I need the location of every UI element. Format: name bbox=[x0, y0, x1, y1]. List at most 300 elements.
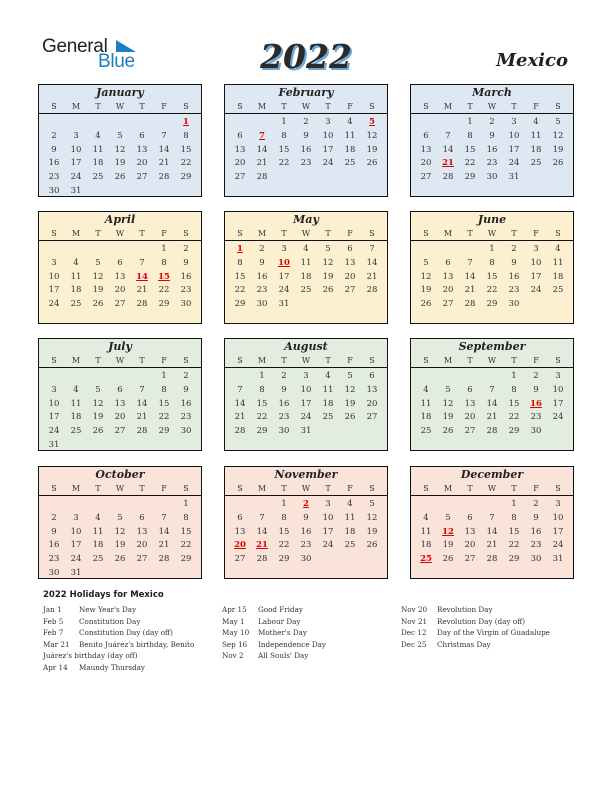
day: 5 bbox=[445, 512, 451, 523]
empty-day bbox=[481, 370, 503, 384]
week-row bbox=[415, 498, 569, 512]
day: 8 bbox=[183, 130, 189, 141]
day: 8 bbox=[489, 257, 495, 268]
week-row bbox=[415, 171, 569, 185]
day: 19 bbox=[366, 526, 378, 537]
holiday-item bbox=[401, 616, 550, 628]
day: 22 bbox=[158, 412, 170, 423]
weekday-label: S bbox=[183, 484, 189, 493]
week-row bbox=[229, 243, 383, 257]
empty-day bbox=[131, 185, 153, 199]
weekday-label: T bbox=[95, 229, 101, 238]
day: 30 bbox=[256, 299, 268, 310]
weekday-label: M bbox=[71, 356, 81, 365]
empty-day bbox=[295, 171, 317, 185]
empty-day bbox=[547, 298, 569, 312]
day: 9 bbox=[533, 512, 539, 523]
empty-day bbox=[459, 370, 481, 384]
weekday-label: S bbox=[51, 102, 57, 111]
empty-day bbox=[437, 116, 459, 130]
holiday-day: 1 bbox=[237, 244, 243, 254]
day: 1 bbox=[489, 244, 495, 254]
week-row bbox=[43, 539, 197, 553]
month-name: June bbox=[477, 213, 507, 226]
day: 18 bbox=[322, 398, 334, 409]
weekday-label: W bbox=[487, 102, 497, 111]
day: 18 bbox=[92, 540, 104, 551]
holiday-item bbox=[222, 604, 326, 616]
holiday-date: Mar 21 bbox=[43, 639, 70, 649]
month-name: January bbox=[96, 86, 144, 99]
day: 2 bbox=[511, 244, 517, 254]
day: 21 bbox=[234, 412, 246, 423]
day: 24 bbox=[322, 540, 334, 551]
day: 8 bbox=[183, 512, 189, 523]
weekday-label: T bbox=[467, 356, 473, 365]
day: 30 bbox=[530, 426, 542, 437]
day: 26 bbox=[344, 412, 356, 423]
day: 22 bbox=[256, 412, 268, 423]
day: 14 bbox=[158, 526, 170, 537]
day: 10 bbox=[552, 512, 564, 523]
week-row bbox=[229, 370, 383, 384]
holiday-list-title: 2022 Holidays for Mexico bbox=[43, 590, 164, 600]
day: 15 bbox=[234, 271, 246, 282]
day: 20 bbox=[114, 412, 126, 423]
weekday-label: F bbox=[533, 484, 539, 493]
day: 13 bbox=[114, 398, 126, 409]
holiday-item bbox=[43, 639, 194, 651]
day: 22 bbox=[486, 285, 498, 296]
day: 23 bbox=[508, 285, 520, 296]
day: 7 bbox=[489, 384, 495, 395]
day: 29 bbox=[158, 426, 170, 437]
weekday-label: F bbox=[533, 356, 539, 365]
day: 12 bbox=[114, 144, 126, 155]
day: 12 bbox=[92, 271, 104, 282]
day: 25 bbox=[530, 158, 542, 169]
day: 20 bbox=[442, 285, 454, 296]
day: 3 bbox=[511, 117, 517, 127]
day: 30 bbox=[300, 554, 312, 565]
day: 25 bbox=[420, 426, 432, 437]
empty-day bbox=[87, 243, 109, 257]
week-row bbox=[415, 271, 569, 285]
weekday-label: F bbox=[161, 229, 167, 238]
weekday-label: T bbox=[325, 484, 331, 493]
day: 12 bbox=[322, 257, 334, 268]
day: 18 bbox=[344, 526, 356, 537]
week-row bbox=[43, 116, 197, 130]
day: 7 bbox=[489, 512, 495, 523]
holiday-item bbox=[43, 650, 194, 662]
weekday-label: T bbox=[511, 102, 517, 111]
day: 1 bbox=[259, 371, 265, 381]
week-row bbox=[229, 298, 383, 312]
empty-day bbox=[131, 498, 153, 512]
empty-day bbox=[65, 439, 87, 453]
holiday-name: Revolution Day (day off) bbox=[437, 616, 526, 626]
day: 31 bbox=[552, 554, 564, 565]
day: 5 bbox=[369, 499, 375, 509]
weekday-header bbox=[39, 354, 201, 368]
day-grid bbox=[225, 114, 387, 185]
day: 26 bbox=[366, 540, 378, 551]
week-row bbox=[415, 411, 569, 425]
holiday-day: 7 bbox=[259, 130, 265, 141]
day: 26 bbox=[366, 158, 378, 169]
day: 5 bbox=[347, 371, 353, 381]
month-name: September bbox=[458, 340, 526, 353]
weekday-label: F bbox=[347, 102, 353, 111]
holiday-name: New Year's Day bbox=[79, 605, 137, 614]
weekday-label: S bbox=[423, 484, 429, 493]
weekday-header bbox=[39, 100, 201, 114]
week-row bbox=[229, 498, 383, 512]
week-row bbox=[43, 567, 197, 581]
holiday-item bbox=[401, 627, 550, 639]
month-july bbox=[38, 338, 202, 451]
empty-day bbox=[109, 567, 131, 581]
day: 9 bbox=[259, 257, 265, 268]
day: 16 bbox=[278, 398, 290, 409]
day: 19 bbox=[114, 540, 126, 551]
day: 4 bbox=[73, 384, 79, 395]
day-grid bbox=[39, 114, 201, 199]
day: 31 bbox=[70, 567, 82, 578]
day: 23 bbox=[48, 172, 60, 183]
day: 2 bbox=[183, 371, 189, 381]
day: 26 bbox=[322, 285, 334, 296]
day: 5 bbox=[325, 244, 331, 254]
day: 25 bbox=[322, 412, 334, 423]
month-november bbox=[224, 466, 388, 579]
month-december bbox=[410, 466, 574, 579]
day: 6 bbox=[117, 384, 123, 395]
weekday-header bbox=[225, 100, 387, 114]
empty-day bbox=[131, 370, 153, 384]
empty-day bbox=[87, 567, 109, 581]
day: 9 bbox=[183, 257, 189, 268]
day-grid bbox=[411, 496, 573, 567]
empty-day bbox=[339, 298, 361, 312]
day: 12 bbox=[114, 526, 126, 537]
day: 24 bbox=[48, 299, 60, 310]
day: 24 bbox=[552, 412, 564, 423]
day: 13 bbox=[464, 526, 476, 537]
day: 24 bbox=[552, 540, 564, 551]
weekday-label: F bbox=[347, 356, 353, 365]
day: 13 bbox=[366, 384, 378, 395]
holiday-name: All Souls' Day bbox=[258, 651, 309, 660]
day: 31 bbox=[300, 426, 312, 437]
holiday-date: Feb 7 bbox=[43, 628, 64, 637]
day: 2 bbox=[303, 117, 309, 127]
month-name: August bbox=[284, 340, 328, 353]
weekday-label: W bbox=[301, 229, 311, 238]
day: 12 bbox=[344, 384, 356, 395]
day: 6 bbox=[467, 512, 473, 523]
day: 2 bbox=[51, 130, 57, 141]
day: 3 bbox=[325, 499, 331, 509]
holiday-name: Benito Juárez's birthday, Benito bbox=[79, 639, 195, 649]
holiday-day: 16 bbox=[530, 398, 542, 409]
day: 22 bbox=[508, 540, 520, 551]
week-row bbox=[43, 144, 197, 158]
weekday-label: M bbox=[257, 356, 267, 365]
day: 4 bbox=[533, 117, 539, 127]
weekday-label: S bbox=[183, 102, 189, 111]
day: 15 bbox=[464, 144, 476, 155]
day: 5 bbox=[95, 384, 101, 395]
weekday-label: S bbox=[237, 356, 243, 365]
day: 9 bbox=[303, 130, 309, 141]
day: 20 bbox=[366, 398, 378, 409]
day: 3 bbox=[51, 257, 57, 268]
weekday-header bbox=[225, 482, 387, 496]
weekday-label: T bbox=[139, 356, 145, 365]
day: 29 bbox=[508, 426, 520, 437]
day: 23 bbox=[300, 540, 312, 551]
day: 5 bbox=[117, 130, 123, 141]
day: 3 bbox=[303, 371, 309, 381]
day: 11 bbox=[70, 271, 82, 282]
month-january bbox=[38, 84, 202, 197]
weekday-label: F bbox=[161, 356, 167, 365]
weekday-label: F bbox=[161, 102, 167, 111]
day: 22 bbox=[278, 540, 290, 551]
country-title: Mexico bbox=[496, 50, 568, 71]
holiday-date: Dec 25 bbox=[401, 639, 427, 649]
empty-day bbox=[547, 171, 569, 185]
month-name: July bbox=[108, 340, 132, 353]
empty-day bbox=[109, 185, 131, 199]
day: 3 bbox=[555, 371, 561, 381]
day-grid bbox=[39, 368, 201, 453]
day: 7 bbox=[161, 130, 167, 141]
weekday-label: S bbox=[555, 102, 561, 111]
day: 22 bbox=[278, 158, 290, 169]
day: 15 bbox=[486, 271, 498, 282]
day: 27 bbox=[420, 172, 432, 183]
weekday-label: S bbox=[555, 484, 561, 493]
day: 12 bbox=[552, 130, 564, 141]
empty-day bbox=[175, 567, 197, 581]
week-row bbox=[229, 157, 383, 171]
month-september bbox=[410, 338, 574, 451]
day: 14 bbox=[256, 526, 268, 537]
day: 23 bbox=[48, 554, 60, 565]
day: 9 bbox=[51, 144, 57, 155]
weekday-label: T bbox=[139, 102, 145, 111]
day: 8 bbox=[511, 384, 517, 395]
day: 19 bbox=[366, 144, 378, 155]
day: 27 bbox=[344, 285, 356, 296]
day: 30 bbox=[530, 554, 542, 565]
day: 2 bbox=[489, 117, 495, 127]
week-row bbox=[229, 398, 383, 412]
day: 7 bbox=[445, 130, 451, 141]
empty-day bbox=[481, 498, 503, 512]
day: 23 bbox=[180, 285, 192, 296]
week-row bbox=[43, 271, 197, 285]
holiday-name: Independence Day bbox=[258, 639, 326, 649]
day: 1 bbox=[161, 371, 167, 381]
empty-day bbox=[43, 243, 65, 257]
day: 6 bbox=[139, 512, 145, 523]
day: 20 bbox=[464, 412, 476, 423]
weekday-label: S bbox=[237, 229, 243, 238]
day: 18 bbox=[420, 412, 432, 423]
day: 17 bbox=[48, 285, 60, 296]
empty-day bbox=[437, 498, 459, 512]
weekday-label: S bbox=[369, 484, 375, 493]
weekday-label: T bbox=[467, 229, 473, 238]
weekday-label: W bbox=[487, 356, 497, 365]
day: 14 bbox=[158, 144, 170, 155]
holiday-date: May 1 bbox=[222, 616, 245, 626]
empty-day bbox=[153, 567, 175, 581]
day: 16 bbox=[508, 271, 520, 282]
empty-day bbox=[229, 116, 251, 130]
day: 8 bbox=[511, 512, 517, 523]
day: 1 bbox=[161, 244, 167, 254]
day: 27 bbox=[464, 426, 476, 437]
week-row bbox=[43, 284, 197, 298]
day: 16 bbox=[486, 144, 498, 155]
day: 13 bbox=[114, 271, 126, 282]
empty-day bbox=[153, 439, 175, 453]
day: 26 bbox=[114, 172, 126, 183]
day: 27 bbox=[114, 299, 126, 310]
empty-day bbox=[43, 370, 65, 384]
week-row bbox=[415, 144, 569, 158]
day: 15 bbox=[180, 144, 192, 155]
day: 2 bbox=[183, 244, 189, 254]
day: 8 bbox=[161, 384, 167, 395]
empty-day bbox=[361, 298, 383, 312]
day: 28 bbox=[366, 285, 378, 296]
day: 27 bbox=[366, 412, 378, 423]
day: 18 bbox=[552, 271, 564, 282]
holiday-column-1 bbox=[43, 604, 194, 673]
day: 6 bbox=[237, 512, 243, 523]
week-row bbox=[43, 512, 197, 526]
day: 31 bbox=[508, 172, 520, 183]
day: 30 bbox=[508, 299, 520, 310]
holiday-day: 12 bbox=[442, 526, 454, 537]
weekday-label: F bbox=[161, 484, 167, 493]
day: 22 bbox=[234, 285, 246, 296]
day: 3 bbox=[51, 384, 57, 395]
weekday-label: T bbox=[139, 229, 145, 238]
day: 16 bbox=[180, 398, 192, 409]
empty-day bbox=[251, 498, 273, 512]
week-row bbox=[43, 171, 197, 185]
empty-day bbox=[317, 425, 339, 439]
empty-day bbox=[525, 298, 547, 312]
day: 20 bbox=[234, 158, 246, 169]
day: 6 bbox=[467, 384, 473, 395]
day: 15 bbox=[508, 526, 520, 537]
week-row bbox=[415, 425, 569, 439]
day: 3 bbox=[281, 244, 287, 254]
day: 3 bbox=[555, 499, 561, 509]
day: 9 bbox=[511, 257, 517, 268]
day: 17 bbox=[300, 398, 312, 409]
day: 9 bbox=[533, 384, 539, 395]
holiday-day: 20 bbox=[234, 540, 246, 551]
day: 30 bbox=[48, 567, 60, 578]
empty-day bbox=[109, 370, 131, 384]
day: 6 bbox=[423, 130, 429, 141]
day: 16 bbox=[300, 144, 312, 155]
day: 8 bbox=[237, 257, 243, 268]
day: 3 bbox=[533, 244, 539, 254]
week-row bbox=[43, 439, 197, 453]
day: 23 bbox=[180, 412, 192, 423]
month-name: May bbox=[293, 213, 319, 226]
day: 24 bbox=[322, 158, 334, 169]
day: 1 bbox=[281, 117, 287, 127]
week-row bbox=[229, 526, 383, 540]
day: 13 bbox=[464, 398, 476, 409]
day: 26 bbox=[114, 554, 126, 565]
day: 30 bbox=[180, 299, 192, 310]
empty-day bbox=[459, 498, 481, 512]
week-row bbox=[43, 526, 197, 540]
day: 21 bbox=[136, 412, 148, 423]
day: 18 bbox=[344, 144, 356, 155]
day: 7 bbox=[237, 384, 243, 395]
week-row bbox=[229, 411, 383, 425]
weekday-header bbox=[39, 227, 201, 241]
empty-day bbox=[131, 567, 153, 581]
day: 2 bbox=[281, 371, 287, 381]
day: 10 bbox=[322, 130, 334, 141]
day: 4 bbox=[303, 244, 309, 254]
weekday-label: W bbox=[487, 229, 497, 238]
day: 5 bbox=[117, 512, 123, 523]
week-row bbox=[229, 130, 383, 144]
week-row bbox=[229, 257, 383, 271]
day: 16 bbox=[530, 526, 542, 537]
holiday-column-3 bbox=[401, 604, 550, 650]
holiday-date: Sep 16 bbox=[222, 639, 248, 649]
week-row bbox=[415, 512, 569, 526]
day: 30 bbox=[278, 426, 290, 437]
weekday-label: S bbox=[369, 356, 375, 365]
week-row bbox=[43, 257, 197, 271]
day: 4 bbox=[73, 257, 79, 268]
holiday-date: Apr 15 bbox=[222, 605, 247, 614]
day: 11 bbox=[344, 130, 356, 141]
day: 11 bbox=[92, 526, 104, 537]
day: 2 bbox=[51, 512, 57, 523]
day: 22 bbox=[158, 285, 170, 296]
day: 19 bbox=[344, 398, 356, 409]
day: 21 bbox=[158, 158, 170, 169]
logo-text-blue: Blue bbox=[98, 51, 135, 72]
holiday-name: Good Friday bbox=[258, 605, 303, 614]
holiday-day: 14 bbox=[136, 271, 148, 282]
weekday-label: W bbox=[115, 356, 125, 365]
day: 23 bbox=[300, 158, 312, 169]
week-row bbox=[229, 284, 383, 298]
day: 5 bbox=[423, 257, 429, 268]
day: 4 bbox=[95, 512, 101, 523]
empty-day bbox=[109, 498, 131, 512]
